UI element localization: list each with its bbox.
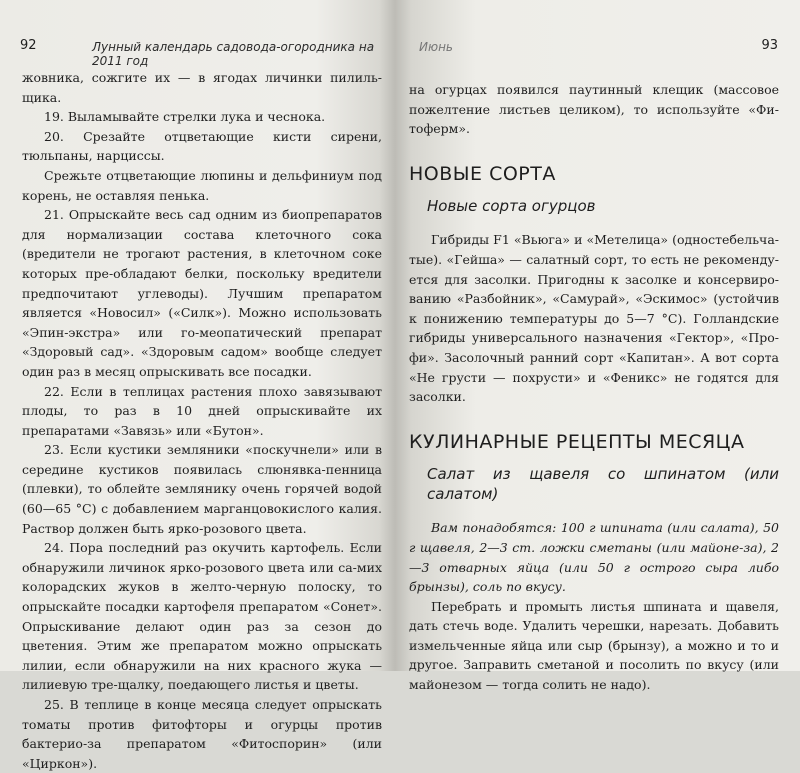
paragraph: 21. Опрыскайте весь сад одним из биопрепаратов для нормализации состава клеточного сока (вредители не трогают растения, в клеточном соке которых пре-обладают белки, поскольку вредители предпочитают углеводы). Лучшим препаратом является «Новосил» («Силк»). Можно использовать «Эпин-экстра» или го-меопатический препарат «Здоровый сад». «Здоровым садом» вообще следует один раз в месяц опрыскивать все посадки. [22, 207, 382, 379]
paragraph: Срежьте отцветающие люпины и дельфиниум под корень, не оставляя пенька. [22, 167, 382, 203]
section-subheading: Новые сорта огурцов [427, 197, 596, 216]
paragraph: 24. Пора последний раз окучить картофель. Если обнаружили личинок ярко-розового цвета или са-мих колорадских жуков в желто-черную полоску, то опрыскайте посадки картофеля препаратом «Сонет». Опрыскивание делают один раз за сезон до цветения. Этим же препаратом можно опрыскать лилии, если обнаружили на них красного жука — лилиевую тре-щалку, поедающего листья и цветы. [22, 540, 382, 693]
paragraph: на огурцах появился паутинный клещик (массовое пожелтение листьев целиком), то используйте «Фи-тоферм». [409, 82, 779, 137]
paragraph: 25. В теплице в конце месяца следует опрыскать томаты против фитофторы и огурцы против бактерио-за препаратом «Фитоспорин» (или «Циркон»). [22, 697, 382, 771]
running-head-right: Июнь [419, 40, 453, 54]
recipe-text: Перебрать и промыть листья шпината и щавеля, дать стечь воде. Удалить черешки, нарезать. Добавить измельченные яйца или сыр (брынзу), а можно и то и другое. Заправить сметаной и посолить по вкусу (или майонезом — тогда солить не надо). [409, 598, 779, 693]
paragraph: 20. Срезайте отцветающие кисти сирени, тюльпаны, нарциссы. [22, 128, 382, 164]
section-heading: НОВЫЕ СОРТА [409, 162, 556, 185]
paragraph: 22. Если в теплицах растения плохо завязывают плоды, то раз в 10 дней опрыскивайте их препаратами «Завязь» или «Бутон». [22, 383, 382, 438]
right-page-text [409, 80, 779, 695]
recipe-title: Салат из щавеля со шпинатом (или салатом) [427, 465, 779, 504]
running-head-left: Лунный календарь садовода-огородника на 2011 год [92, 40, 375, 68]
paragraph: Гибриды F1 «Вьюга» и «Метелица» (одностебельча-тые). «Гейша» — салатный сорт, то есть не рекоменду-ется для засолки. Пригодны к засолке и консервиро-ванию «Разбойник», «Самурай», «Эскимос» (устойчив к понижению температуры до 5—7 °С). Голландские гибриды универсального назначения «Гектор», «Про-фи». Засолочный ранний сорт «Капитан». А вот сорта «Не грусти — похрусти» и «Феникс» не годятся для засолки. [409, 232, 779, 405]
ingredients-text: Вам понадобятся: 100 г шпината (или салата), 50 г щавеля, 2—3 ст. ложки сметаны (или майоне-за), 2—3 отварных яйца (или 50 г острого сыра либо брынзы), соль по вкусу. [409, 520, 779, 595]
paragraph: жовника, сожгите их — в ягодах личинки пилиль-щика. [22, 70, 382, 105]
paragraph: 23. Если кустики земляники «поскучнели» или в середине кустиков появилась слюнявка-пенница (плевки), то облейте землянику очень горячей водой (60—65 °С) с добавлением марганцовокислого калия. Раствор должен быть ярко-розового цвета. [22, 442, 382, 536]
page-number-right: 93 [761, 38, 778, 53]
page-number-left: 92 [20, 38, 37, 53]
left-page-text [22, 68, 382, 773]
section-heading: КУЛИНАРНЫЕ РЕЦЕПТЫ МЕСЯЦА [409, 430, 745, 453]
right-page [395, 0, 800, 693]
paragraph: 19. Выламывайте стрелки лука и чеснока. [44, 109, 326, 125]
left-page [0, 0, 395, 771]
